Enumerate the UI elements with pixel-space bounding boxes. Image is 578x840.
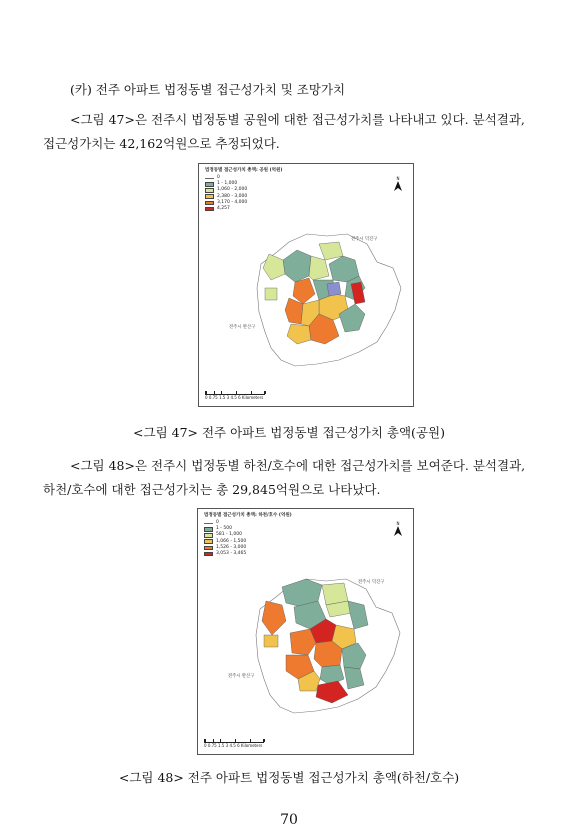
legend-label: 0: [216, 520, 219, 526]
legend-label: 2,380 - 3,000: [217, 193, 248, 199]
legend-label: 3,170 - 4,000: [217, 199, 248, 205]
legend-label: 3,053 - 3,465: [216, 551, 247, 557]
north-label: N: [396, 176, 400, 181]
legend-label: 0: [217, 175, 220, 181]
section-heading: (카) 전주 아파트 법정동별 접근성가치 및 조망가치: [70, 82, 346, 97]
figure-48-map: [197, 508, 414, 755]
scale-bar: [204, 739, 264, 748]
paragraph-1-line-1: <그림 47>은 전주시 법정동별 공원에 대한 접근성가치를 나타내고 있다. 분석결과,: [70, 112, 525, 127]
map-label-west: 전주시 완산구: [229, 325, 256, 330]
scale-unit: Kilometers: [240, 743, 263, 748]
scale-unit: Kilometers: [241, 395, 264, 400]
legend-title: 법정동별 접근성가치 총액: 하천/호수 (억원): [204, 513, 292, 518]
paragraph-1-line-2: 접근성가치는 42,162억원으로 추정되었다.: [43, 136, 280, 151]
north-label: N: [396, 521, 400, 526]
north-arrow-icon: [393, 521, 403, 539]
map-label-east: 전주시 덕진구: [351, 237, 378, 242]
scale-ticks: 0 0.75 1.5 3 4.5 6: [204, 743, 240, 748]
map-label-west: 전주시 완산구: [228, 674, 255, 679]
scale-ticks: 0 0.75 1.5 3 4.5 6: [205, 395, 241, 400]
paragraph-2-line-2: 하천/호수에 대한 접근성가치는 총 29,845억원으로 나타났다.: [43, 482, 381, 497]
paragraph-2-line-1: <그림 48>은 전주시 법정동별 하천/호수에 대한 접근성가치를 보여준다. 분석결과,: [70, 458, 526, 473]
legend-title: 법정동별 접근성가치 총액: 공원 (억원): [205, 168, 283, 173]
figure-48-legend: [204, 513, 292, 557]
legend-label: 1,060 - 2,000: [217, 187, 248, 193]
figure-47-caption: <그림 47> 전주 아파트 법정동별 접근성가치 총액(공원): [133, 425, 445, 440]
legend-item: [205, 206, 282, 212]
legend-label: 1,526 - 3,000: [216, 544, 247, 550]
figure-47-map: [198, 163, 414, 407]
page-number: 70: [280, 812, 298, 828]
legend-label: 1,066 - 1,500: [216, 538, 247, 544]
legend-item: [204, 551, 292, 557]
legend-label: 581 - 1,000: [216, 532, 242, 538]
legend-label: 1 - 1,000: [217, 181, 238, 187]
figure-47-legend: [205, 168, 282, 212]
figure-48-caption: <그림 48> 전주 아파트 법정동별 접근성가치 총액(하천/호수): [118, 770, 460, 785]
map-label-east: 전주시 덕진구: [358, 580, 385, 585]
legend-label: 4,257: [217, 206, 230, 212]
legend-label: 1 - 500: [216, 526, 232, 532]
north-arrow-icon: [393, 176, 403, 194]
scale-bar: [205, 391, 265, 400]
